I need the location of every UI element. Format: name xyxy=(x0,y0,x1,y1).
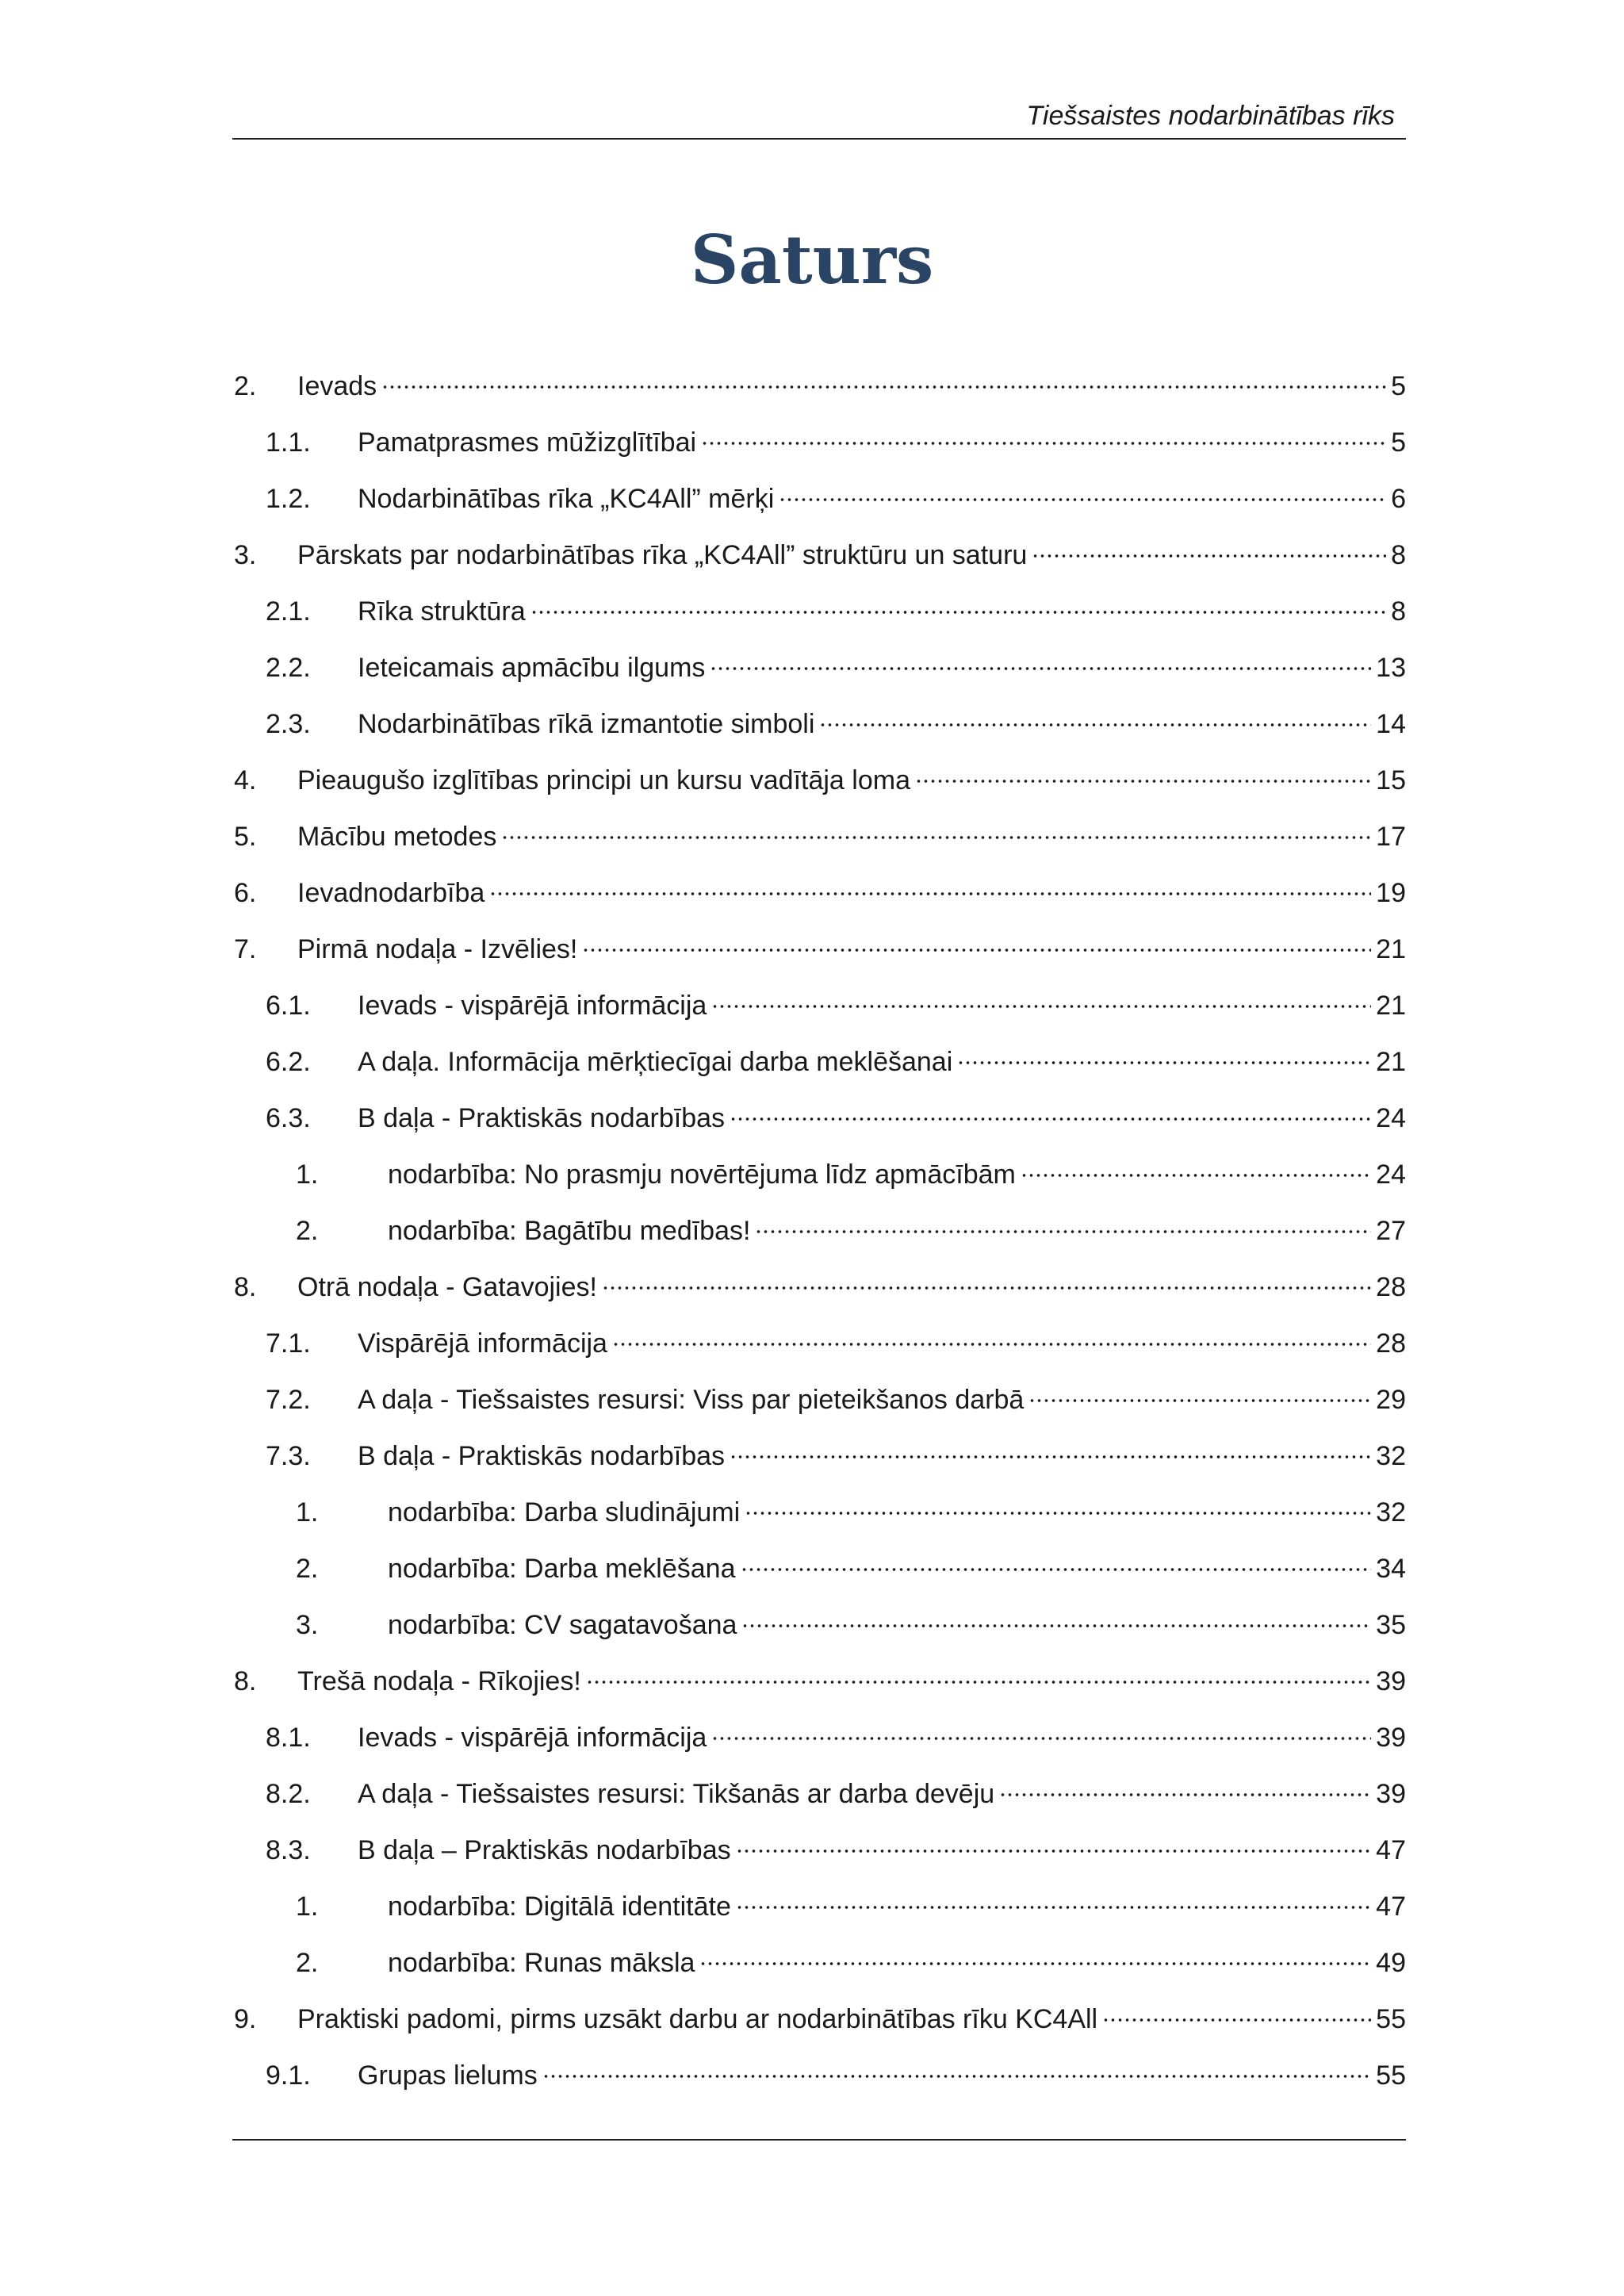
toc-dot-leader xyxy=(381,384,1386,390)
toc-dot-leader xyxy=(489,891,1371,897)
toc-entry-title[interactable]: Pamatprasmes mūžizglītībai xyxy=(358,427,697,458)
toc-entry[interactable] xyxy=(232,1549,1406,1605)
toc-entry-page-number[interactable]: 6 xyxy=(1391,484,1406,514)
toc-dot-leader xyxy=(701,440,1386,447)
toc-entry-number: 2. xyxy=(234,371,257,401)
toc-dot-leader xyxy=(602,1285,1371,1291)
toc-entry-title[interactable]: Ievads xyxy=(297,371,377,401)
toc-entry[interactable] xyxy=(232,986,1406,1042)
toc-dot-leader xyxy=(779,496,1386,503)
page-title: Saturs xyxy=(690,220,934,299)
toc-entry-page-number[interactable]: 21 xyxy=(1376,934,1406,964)
toc-entry-number: 2. xyxy=(296,1216,319,1246)
toc-entry-title[interactable]: nodarbība: Bagātību medības! xyxy=(388,1216,751,1246)
footer-rule xyxy=(232,2139,1406,2141)
toc-entry-page-number[interactable]: 47 xyxy=(1376,1892,1406,1922)
table-of-contents xyxy=(232,366,1406,2112)
toc-entry[interactable] xyxy=(232,366,1406,423)
toc-entry-number: 3. xyxy=(296,1610,319,1640)
toc-dot-leader xyxy=(736,1904,1371,1911)
toc-dot-leader xyxy=(736,1848,1372,1854)
toc-entry[interactable] xyxy=(232,1324,1406,1380)
toc-dot-leader xyxy=(501,834,1371,841)
toc-entry-page-number[interactable]: 29 xyxy=(1376,1385,1406,1415)
toc-entry-page-number[interactable]: 34 xyxy=(1376,1554,1406,1584)
toc-entry[interactable] xyxy=(232,1042,1406,1098)
toc-entry[interactable] xyxy=(232,1830,1406,1887)
toc-entry-page-number[interactable]: 5 xyxy=(1391,371,1406,401)
toc-entry-title[interactable]: nodarbība: Darba sludinājumi xyxy=(388,1497,741,1527)
toc-entry-page-number[interactable]: 39 xyxy=(1376,1723,1406,1753)
toc-entry-title[interactable]: Otrā nodaļa - Gatavojies! xyxy=(297,1272,597,1302)
toc-entry-number: 2. xyxy=(296,1948,319,1978)
toc-entry[interactable] xyxy=(232,1436,1406,1493)
toc-dot-leader xyxy=(741,1623,1371,1629)
toc-entry-title[interactable]: Rīka struktūra xyxy=(358,596,526,627)
toc-dot-leader xyxy=(1032,553,1386,559)
toc-entry-title[interactable]: nodarbība: No prasmju novērtējuma līdz apmācībām xyxy=(388,1159,1016,1190)
toc-dot-leader xyxy=(612,1341,1371,1347)
toc-entry-title[interactable]: Pieaugušo izglītības principi un kursu vadītāja loma xyxy=(297,765,910,795)
toc-entry-number: 6.2. xyxy=(266,1047,311,1077)
toc-entry-number: 5. xyxy=(234,822,257,852)
toc-entry-number: 8.1. xyxy=(266,1723,311,1753)
toc-entry-page-number[interactable]: 21 xyxy=(1376,1047,1406,1077)
toc-entry-page-number[interactable]: 39 xyxy=(1376,1779,1406,1809)
toc-entry-title[interactable]: Praktiski padomi, pirms uzsākt darbu ar nodarbinātības rīku KC4All xyxy=(297,2004,1098,2034)
toc-dot-leader xyxy=(730,1454,1371,1460)
toc-entry-page-number[interactable]: 39 xyxy=(1376,1666,1406,1696)
toc-dot-leader xyxy=(711,1003,1371,1010)
toc-entry-number: 7.1. xyxy=(266,1328,311,1359)
toc-entry-title[interactable]: Trešā nodaļa - Rīkojies! xyxy=(297,1666,581,1696)
toc-entry-number: 7.2. xyxy=(266,1385,311,1415)
toc-entry[interactable] xyxy=(232,1380,1406,1436)
toc-entry-title[interactable]: A daļa - Tiešsaistes resursi: Tikšanās ar darba devēju xyxy=(358,1779,995,1809)
toc-dot-leader xyxy=(730,1116,1371,1122)
toc-entry-page-number[interactable]: 55 xyxy=(1376,2060,1406,2091)
toc-entry-page-number[interactable]: 19 xyxy=(1376,878,1406,908)
toc-dot-leader xyxy=(755,1228,1371,1235)
toc-entry[interactable] xyxy=(232,873,1406,930)
toc-entry-page-number[interactable]: 17 xyxy=(1376,822,1406,852)
toc-entry-page-number[interactable]: 28 xyxy=(1376,1328,1406,1359)
toc-dot-leader xyxy=(586,1679,1371,1685)
toc-entry[interactable] xyxy=(232,930,1406,986)
toc-entry-title[interactable]: Nodarbinātības rīkā izmantotie simboli xyxy=(358,709,815,739)
toc-dot-leader xyxy=(1102,2017,1371,2023)
toc-entry[interactable] xyxy=(232,1098,1406,1155)
toc-entry-title[interactable]: Pirmā nodaļa - Izvēlies! xyxy=(297,934,578,964)
toc-dot-leader xyxy=(699,1961,1371,1967)
toc-entry[interactable] xyxy=(232,535,1406,592)
toc-entry-page-number[interactable]: 5 xyxy=(1391,427,1406,458)
toc-entry-title[interactable]: B daļa - Praktiskās nodarbības xyxy=(358,1103,726,1133)
toc-entry[interactable] xyxy=(232,1662,1406,1718)
toc-entry-number: 6. xyxy=(234,878,257,908)
toc-entry-title[interactable]: Vispārējā informācija xyxy=(358,1328,607,1359)
toc-entry-number: 8. xyxy=(234,1666,257,1696)
toc-dot-leader xyxy=(999,1792,1371,1798)
toc-entry-page-number[interactable]: 32 xyxy=(1376,1441,1406,1471)
toc-entry-title[interactable]: B daļa – Praktiskās nodarbības xyxy=(358,1835,731,1865)
toc-entry-title[interactable]: B daļa - Praktiskās nodarbības xyxy=(358,1441,726,1471)
toc-entry-number: 7.3. xyxy=(266,1441,311,1471)
toc-entry[interactable] xyxy=(232,592,1406,648)
toc-entry-title[interactable]: nodarbība: Digitālā identitāte xyxy=(388,1892,731,1922)
toc-entry[interactable] xyxy=(232,761,1406,817)
toc-entry-number: 1.2. xyxy=(266,484,311,514)
toc-entry-title[interactable]: Ievads - vispārējā informācija xyxy=(358,991,707,1021)
toc-entry-number: 1.1. xyxy=(266,427,311,458)
toc-entry-page-number[interactable]: 15 xyxy=(1376,765,1406,795)
toc-entry-number: 1. xyxy=(296,1159,319,1190)
toc-entry-page-number[interactable]: 28 xyxy=(1376,1272,1406,1302)
toc-entry-number: 7. xyxy=(234,934,257,964)
toc-dot-leader xyxy=(741,1566,1372,1573)
toc-entry-number: 2. xyxy=(296,1554,319,1584)
toc-entry[interactable] xyxy=(232,648,1406,704)
toc-entry-number: 8.3. xyxy=(266,1835,311,1865)
toc-entry-number: 3. xyxy=(234,540,257,570)
toc-entry-number: 6.3. xyxy=(266,1103,311,1133)
toc-entry-page-number[interactable]: 32 xyxy=(1376,1497,1406,1527)
toc-entry-title[interactable]: Grupas lielums xyxy=(358,2060,538,2091)
toc-entry[interactable] xyxy=(232,704,1406,761)
toc-entry-title[interactable]: Mācību metodes xyxy=(297,822,497,852)
toc-entry-page-number[interactable]: 35 xyxy=(1376,1610,1406,1640)
toc-entry-title[interactable]: A daļa. Informācija mērķtiecīgai darba meklēšanai xyxy=(358,1047,953,1077)
toc-entry-page-number[interactable]: 8 xyxy=(1391,596,1406,627)
toc-entry-number: 8. xyxy=(234,1272,257,1302)
toc-entry-page-number[interactable]: 24 xyxy=(1376,1159,1406,1190)
toc-entry-page-number[interactable]: 49 xyxy=(1376,1948,1406,1978)
toc-entry-number: 9. xyxy=(234,2004,257,2034)
toc-entry[interactable] xyxy=(232,1999,1406,2056)
toc-entry-page-number[interactable]: 55 xyxy=(1376,2004,1406,2034)
toc-entry[interactable] xyxy=(232,2056,1406,2112)
toc-dot-leader xyxy=(819,722,1371,728)
toc-entry-title[interactable]: nodarbība: CV sagatavošana xyxy=(388,1610,737,1640)
toc-entry-number: 8.2. xyxy=(266,1779,311,1809)
toc-entry-title[interactable]: nodarbība: Darba meklēšana xyxy=(388,1554,736,1584)
toc-entry-title[interactable]: Ieteicamais apmācību ilgums xyxy=(358,653,706,683)
toc-entry-number: 2.1. xyxy=(266,596,311,627)
toc-entry-page-number[interactable]: 24 xyxy=(1376,1103,1406,1133)
toc-entry-title[interactable]: Ievads - vispārējā informācija xyxy=(358,1723,707,1753)
toc-entry-title[interactable]: Pārskats par nodarbinātības rīka „KC4All” struktūru un saturu xyxy=(297,540,1028,570)
page-header xyxy=(232,94,1406,140)
toc-entry-number: 1. xyxy=(296,1892,319,1922)
toc-dot-leader xyxy=(711,1735,1371,1742)
toc-entry[interactable] xyxy=(232,1605,1406,1662)
toc-dot-leader xyxy=(745,1510,1371,1516)
toc-entry-page-number[interactable]: 14 xyxy=(1376,709,1406,739)
toc-entry[interactable] xyxy=(232,1267,1406,1324)
toc-dot-leader xyxy=(710,665,1371,672)
toc-entry-number: 1. xyxy=(296,1497,319,1527)
toc-entry[interactable] xyxy=(232,1718,1406,1774)
toc-dot-leader xyxy=(530,609,1386,615)
toc-dot-leader xyxy=(1028,1397,1371,1404)
toc-entry[interactable] xyxy=(232,1943,1406,1999)
toc-entry-title[interactable]: A daļa - Tiešsaistes resursi: Viss par pieteikšanos darbā xyxy=(358,1385,1025,1415)
toc-dot-leader xyxy=(957,1060,1371,1066)
toc-entry[interactable] xyxy=(232,817,1406,873)
toc-entry[interactable] xyxy=(232,1211,1406,1267)
toc-entry-page-number[interactable]: 47 xyxy=(1376,1835,1406,1865)
toc-entry-number: 2.2. xyxy=(266,653,311,683)
toc-dot-leader xyxy=(542,2073,1371,2079)
toc-dot-leader xyxy=(915,778,1371,784)
toc-entry[interactable] xyxy=(232,1774,1406,1830)
toc-entry-page-number[interactable]: 27 xyxy=(1376,1216,1406,1246)
toc-entry-page-number[interactable]: 8 xyxy=(1391,540,1406,570)
toc-entry-title[interactable]: Nodarbinātības rīka „KC4All” mērķi xyxy=(358,484,775,514)
toc-entry[interactable] xyxy=(232,479,1406,535)
toc-entry-page-number[interactable]: 13 xyxy=(1376,653,1406,683)
toc-entry[interactable] xyxy=(232,1887,1406,1943)
toc-entry-number: 6.1. xyxy=(266,991,311,1021)
toc-dot-leader xyxy=(582,947,1371,953)
toc-entry-title[interactable]: nodarbība: Runas māksla xyxy=(388,1948,695,1978)
toc-entry-number: 2.3. xyxy=(266,709,311,739)
toc-entry-number: 4. xyxy=(234,765,257,795)
toc-entry[interactable] xyxy=(232,1493,1406,1549)
toc-entry[interactable] xyxy=(232,1155,1406,1211)
toc-entry-page-number[interactable]: 21 xyxy=(1376,991,1406,1021)
toc-entry-title[interactable]: Ievadnodarbība xyxy=(297,878,485,908)
toc-dot-leader xyxy=(1021,1172,1371,1179)
toc-entry[interactable] xyxy=(232,423,1406,479)
toc-entry-number: 9.1. xyxy=(266,2060,311,2091)
running-title: Tiešsaistes nodarbinātības rīks xyxy=(1026,101,1395,131)
